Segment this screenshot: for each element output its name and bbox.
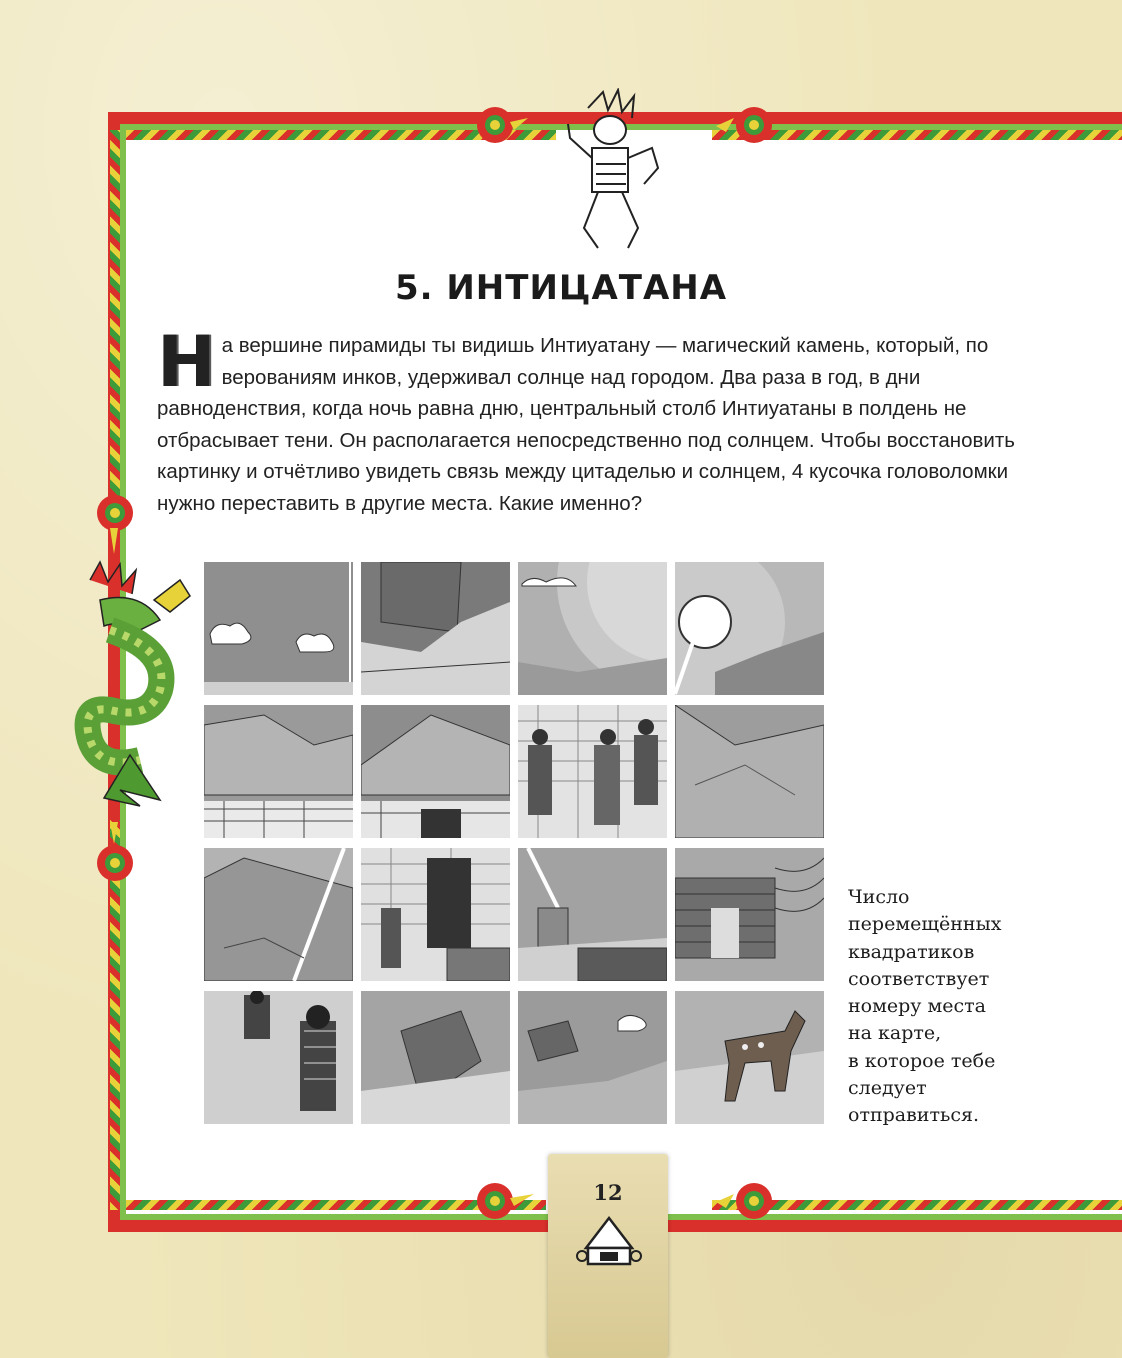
puzzle-tile[interactable] [675,848,824,981]
puzzle-tile[interactable] [204,562,353,695]
sun-flower-ornament-icon [712,1176,782,1226]
side-note [848,884,1048,1130]
feathered-serpent-icon [60,560,200,810]
side-note-line: следует [848,1077,927,1100]
side-note-line: перемещённых [848,913,1002,936]
sun-flower-ornament-icon [470,1176,540,1226]
puzzle-tile[interactable] [675,991,824,1124]
puzzle-tile[interactable] [361,848,510,981]
puzzle-tile[interactable] [361,562,510,695]
side-note-line: номеру места [848,995,987,1018]
puzzle-tile[interactable] [204,991,353,1124]
page-number: 12 [593,1180,623,1205]
sun-flower-ornament-icon [712,100,782,150]
side-note-line: отправиться. [848,1104,979,1127]
puzzle-tile[interactable] [675,705,824,838]
side-note-line: на карте, [848,1022,942,1045]
pyramid-emblem-icon [574,1214,644,1274]
sun-flower-ornament-icon [90,488,140,558]
side-note-line: квадратиков [848,940,975,963]
side-note-line: в которое тебе [848,1049,996,1072]
page-number-tab [548,1154,668,1358]
puzzle-grid [204,562,826,1124]
puzzle-tile[interactable] [675,562,824,695]
intro-text: а вершине пирамиды ты видишь Интиуатану — магический камень, который, по верованиям инков, удерживал солнце над городом. Два раза в год, в дни равноденствия, когда ночь равна дню, центральный столб Интиуатаны в полдень не отбрасывает тени. Он располагается непосредственно под солнцем. Чтобы восстановить картинку и отчётливо увидеть связь между цитаделью и солнцем, 4 кусочка головоломки нужно переставить в другие места. Какие именно? [157,334,1015,515]
sun-flower-ornament-icon [470,100,530,150]
side-note-line: Число [848,886,910,908]
intro-paragraph [157,321,1057,519]
puzzle-tile[interactable] [518,991,667,1124]
drop-cap: Н [157,321,216,403]
puzzle-tile[interactable] [361,991,510,1124]
side-note-line: соответствует [848,967,990,990]
puzzle-tile[interactable] [518,562,667,695]
inca-warrior-icon [548,88,668,258]
puzzle-tile[interactable] [518,705,667,838]
puzzle-tile[interactable] [204,705,353,838]
page-title: 5. ИНТИЦАТАНА [394,268,728,308]
sun-flower-ornament-icon [90,818,140,888]
puzzle-tile[interactable] [518,848,667,981]
puzzle-tile[interactable] [204,848,353,981]
left-stripe-top [110,130,120,530]
puzzle-tile[interactable] [361,705,510,838]
